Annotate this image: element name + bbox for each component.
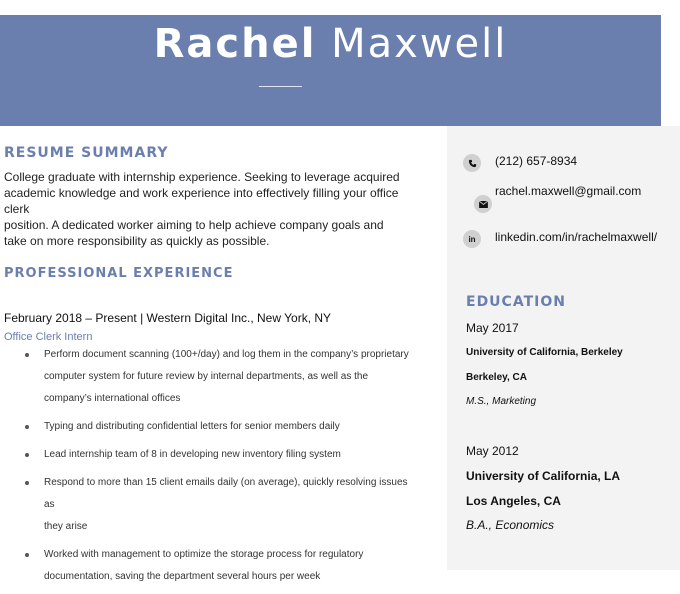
bullet-line: computer system for future review by internal departments, as well as the — [44, 371, 369, 382]
experience-bullets — [22, 344, 412, 594]
summary-line: take on more responsibility as quickly as possible. — [4, 234, 270, 248]
edu-date: May 2017 — [466, 321, 519, 335]
bullet-line: Lead internship team of 8 in developing new inventory filing system — [44, 449, 341, 460]
header-divider — [259, 86, 302, 87]
bullet-line: documentation, saving the department several hours per week — [44, 571, 321, 582]
bullet-line: Perform document scanning (100+/day) and log them in the company’s proprietary — [44, 349, 409, 360]
edu-school: University of California, LA — [466, 469, 621, 483]
phone-icon — [463, 154, 481, 172]
candidate-name — [0, 21, 661, 67]
edu-degree: M.S., Marketing — [466, 396, 537, 407]
experience-bullet — [22, 344, 412, 410]
bullet-line: Worked with management to optimize the storage process for regulatory — [44, 549, 364, 560]
edu-school: University of California, Berkeley — [466, 347, 623, 358]
edu-location: Los Angeles, CA — [466, 494, 561, 508]
summary-line: College graduate with internship experience. Seeking to leverage acquired — [4, 170, 400, 184]
bullet-line: company’s international offices — [44, 393, 181, 404]
experience-bullet — [22, 416, 412, 438]
summary-text — [4, 169, 424, 249]
email-address[interactable]: rachel.maxwell@gmail.com — [495, 184, 642, 198]
resume-header — [0, 15, 661, 126]
summary-line: position. A dedicated worker aiming to help achieve company goals and — [4, 218, 384, 232]
job-line: February 2018 – Present | Western Digital Inc., New York, NY — [4, 311, 332, 325]
summary-title: RESUME SUMMARY — [4, 145, 169, 161]
job-title: Office Clerk Intern — [4, 331, 93, 343]
education-title: EDUCATION — [466, 294, 566, 310]
bullet-line: Respond to more than 15 client emails daily (on average), quickly resolving issues as — [44, 477, 408, 510]
experience-bullet — [22, 444, 412, 466]
linkedin-icon: in — [463, 230, 481, 248]
summary-line: academic knowledge and work experience into effectively filling your office clerk — [4, 186, 399, 216]
last-name: Maxwell — [331, 21, 508, 67]
phone-number[interactable]: (212) 657-8934 — [495, 154, 578, 168]
bullet-line: Typing and distributing confidential letters for senior members daily — [44, 421, 340, 432]
experience-bullet — [22, 472, 412, 538]
bullet-line: they arise — [44, 521, 88, 532]
edu-degree: B.A., Economics — [466, 518, 555, 532]
edu-date: May 2012 — [466, 444, 519, 458]
experience-bullet — [22, 544, 412, 588]
first-name: Rachel — [153, 21, 317, 67]
envelope-icon — [474, 195, 492, 213]
linkedin-url[interactable]: linkedin.com/in/rachelmaxwell/ — [495, 230, 658, 244]
experience-title: PROFESSIONAL EXPERIENCE — [4, 266, 234, 281]
edu-location: Berkeley, CA — [466, 372, 527, 383]
